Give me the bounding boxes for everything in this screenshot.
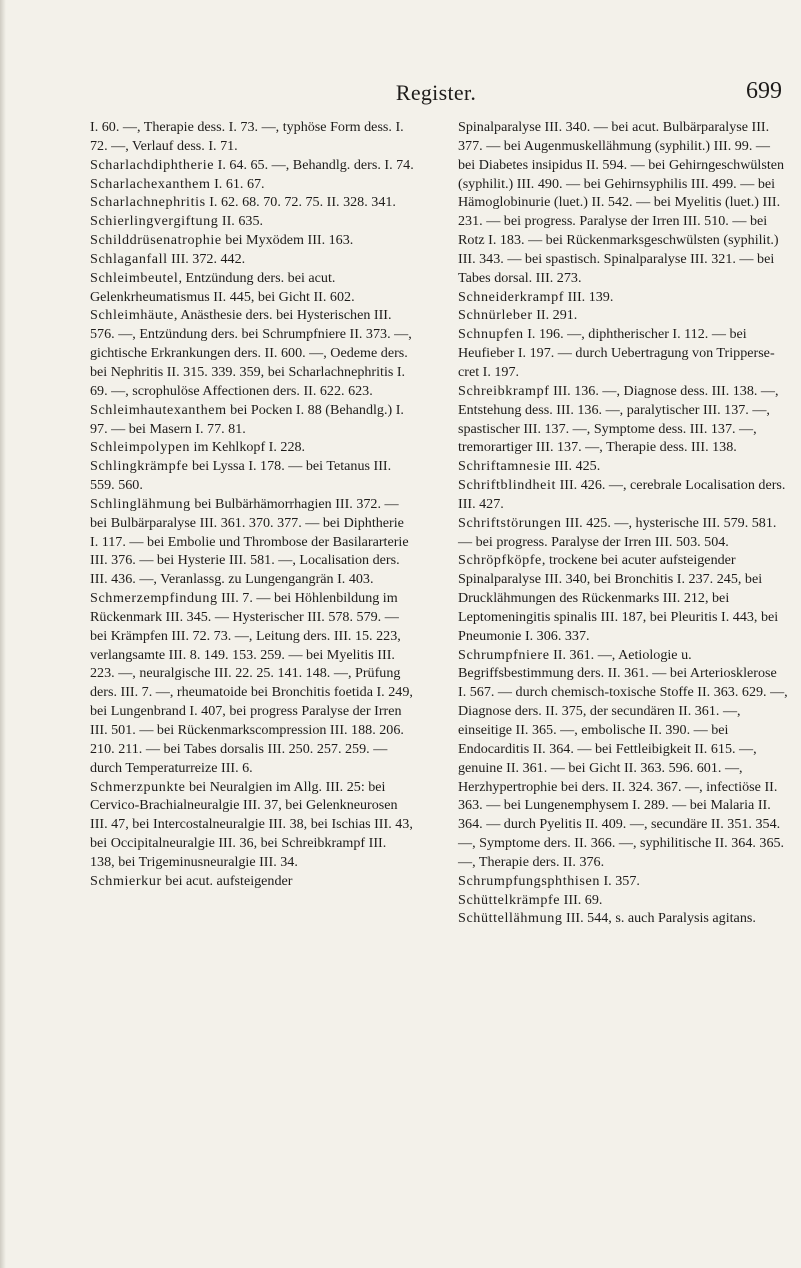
index-entry	[458, 306, 788, 325]
index-entry	[90, 193, 414, 212]
index-entry	[458, 382, 788, 457]
index-entry	[90, 306, 414, 400]
index-headword: Schrumpfungsphthisen	[458, 872, 600, 889]
index-entry	[90, 495, 414, 589]
index-references: III. 136. —, Diagnose dess. III. 138. —, Entstehung dess. III. 136. —, paralytischer III. 137. —, spastischer III. 137. —, Symptome dess. III. 137. —, tremorartiger III. 137. —, Therapie dess. III. 138.	[458, 382, 779, 456]
index-headword: Schlinglähmung	[90, 495, 191, 512]
index-entry	[90, 212, 414, 231]
index-references: I. 64. 65. —, Behandlg. ders. I. 74.	[214, 156, 414, 173]
index-entry	[90, 438, 414, 457]
running-head: Register.	[395, 80, 477, 105]
index-references: , Anästhesie ders. bei Hysterischen III. 576. —, Entzündung ders. bei Schrumpfniere II. 373. —, gichtische Erkrankungen ders. II. 600. —, Oedeme ders. bei Nephritis II. 315. 339. 359, bei Scharlachnephritis I. 69. —, scrophulöse Affectionen ders. II. 622. 623.	[90, 307, 412, 399]
index-references: III. 7. — bei Höhlenbildung im Rückenmark III. 345. — Hysterischer III. 578. 579. — bei Krämpfen III. 72. 73. —, Leitung ders. III. 15. 223, verlangsamte III. 8. 149. 153. 259. — bei Myelitis III. 223. —, neuralgische III. 22. 25. 141. 148. —, Prüfung ders. III. 7. —, rheumatoide bei Bronchitis foetida I. 249, bei Lungenbrand I. 407, bei progress Paralyse der Irren III. 501. — bei Rückenmarkscompression III. 188. 206. 210. 211. — bei Tabes dorsalis III. 250. 257. 259. — durch Temperaturreize III. 6.	[90, 590, 413, 776]
index-entry	[90, 250, 414, 269]
index-headword: Schreibkrampf	[458, 382, 550, 399]
index-references: II. 291.	[532, 307, 578, 324]
index-headword: Schnupfen	[458, 326, 524, 343]
index-headword: Schmerzpunkte	[90, 778, 186, 795]
index-headword: Schneiderkrampf	[458, 288, 565, 305]
index-entry	[458, 646, 788, 872]
index-headword: Schmierkur	[90, 872, 162, 889]
index-entry	[458, 288, 788, 307]
index-headword: Schleimhäute	[90, 307, 174, 324]
index-headword: Schleimpolypen	[90, 439, 190, 456]
index-headword: Schmerzempfindung	[90, 590, 218, 607]
index-references: I. 61. 67.	[210, 175, 265, 192]
index-headword: Schriftstörungen	[458, 514, 562, 531]
index-headword: Schleimhautexanthem	[90, 401, 227, 418]
index-headword: Scharlachdiphtherie	[90, 156, 215, 173]
index-references: , Entzündung ders. bei acut. Gelenkrheumatismus II. 445, bei Gicht II. 602.	[90, 269, 355, 305]
index-entry	[458, 325, 788, 382]
index-headword: Schleimbeutel	[90, 269, 179, 286]
left-column	[90, 118, 414, 891]
index-references: bei Lyssa I. 178. — bei Tetanus III. 559. 560.	[90, 458, 392, 494]
index-entry	[90, 231, 414, 250]
index-entry	[90, 778, 414, 872]
index-headword: Schüttelkrämpfe	[458, 891, 561, 908]
right-column	[458, 118, 788, 928]
index-entry	[90, 269, 414, 307]
index-headword: Schrumpfniere	[458, 646, 550, 663]
index-entry	[90, 118, 414, 156]
index-entry	[458, 909, 788, 928]
index-references: bei Bulbärhämorrhagien III. 372. — bei Bulbärparalyse III. 361. 370. 377. — bei Diphtherie I. 117. — bei Embolie und Thrombose der Basilararterie III. 376. — bei Hysterie III. 581. —, Localisation ders. III. 436. —, Veranlassg. zu Lungengangrän I. 403.	[90, 495, 409, 588]
index-references: I. 196. —, diphtherischer I. 112. — bei Heufieber I. 197. — durch Uebertragung von Tripperse-cret I. 197.	[458, 326, 775, 380]
index-references: Spinalparalyse III. 340. — bei acut. Bulbärparalyse III. 377. — bei Augenmuskellähmung (syphilit.) III. 99. — bei Diabetes insipidus II. 594. — bei Gehirngeschwülsten (syphilit.) III. 490. — bei Gehirnsyphilis III. 499. — bei Hämoglobinurie (luet.) II. 542. — bei Myelitis (luet.) III. 231. — bei progress. Paralyse der Irren III. 510. — bei Rotz I. 183. — bei Rückenmarksgeschwülsten (syphilit.) III. 343. — bei spastisch. Spinalparalyse III. 321. — bei Tabes dorsal. III. 273.	[458, 119, 785, 286]
index-references: im Kehlkopf I. 228.	[190, 439, 306, 456]
index-headword: Scharlachnephritis	[90, 194, 206, 211]
index-references: III. 544, s. auch Paralysis agitans.	[562, 910, 756, 927]
index-references: bei Neuralgien im Allg. III. 25: bei Cervico-Brachialneuralgie III. 37, bei Gelenkneurosen III. 47, bei Intercostalneuralgie III. 38, bei Ischias III. 43, bei Occipitalneuralgie III. 36, bei Schreibkrampf III. 138, bei Trigeminusneuralgie III. 34.	[90, 778, 413, 870]
index-references: bei Pocken I. 88 (Behandlg.) I. 97. — bei Masern I. 77. 81.	[90, 401, 404, 437]
index-references: III. 69.	[560, 891, 603, 908]
page-number: 699	[746, 78, 782, 104]
index-references: bei acut. aufsteigender	[161, 872, 293, 889]
index-entry	[90, 457, 414, 495]
index-references: III. 372. 442.	[167, 250, 246, 267]
index-references: bei Myxödem III. 163.	[221, 232, 354, 249]
page-edge-shadow	[0, 0, 6, 1268]
index-entry	[458, 514, 788, 552]
index-entry	[90, 401, 414, 439]
index-references: III. 425. —, hysterische III. 579. 581. — bei progress. Paralyse der Irren III. 503. 504.	[458, 514, 777, 550]
index-entry	[90, 872, 414, 891]
index-headword: Scharlachexanthem	[90, 175, 211, 192]
index-references: , trockene bei acuter aufsteigender Spinalparalyse III. 340, bei Bronchitis I. 237. 245, bei Drucklähmungen des Rückenmarks III. 212, bei Leptomeningitis spinalis III. 187, bei Pleuritis I. 443, bei Pneumonie I. 306. 337.	[458, 552, 779, 644]
index-entry	[458, 891, 788, 910]
index-entry	[458, 872, 788, 891]
index-headword: Schriftblindheit	[458, 477, 557, 494]
index-headword: Schnürleber	[458, 307, 533, 324]
index-references: II. 635.	[218, 213, 264, 230]
index-references: III. 426. —, cerebrale Localisation ders. III. 427.	[458, 477, 786, 512]
index-headword: Schierlingvergiftung	[90, 213, 219, 230]
index-references: III. 425.	[550, 458, 601, 475]
index-entry	[90, 156, 414, 175]
index-references: I. 357.	[599, 872, 640, 889]
index-headword: Schriftamnesie	[458, 458, 551, 475]
index-references: III. 139.	[564, 288, 614, 305]
index-references: I. 62. 68. 70. 72. 75. II. 328. 341.	[205, 194, 396, 211]
index-references: I. 60. —, Therapie dess. I. 73. —, typhöse Form dess. I. 72. —, Verlauf dess. I. 71.	[90, 119, 404, 154]
index-entry	[458, 457, 788, 476]
index-references: II. 361. —, Aetiologie u. Begriffsbestimmung ders. II. 361. — bei Arteriosklerose I. 567. — durch chemisch-toxische Stoffe II. 363. 629. —, Diagnose ders. II. 375, der secundären II. 361. —, einseitige II. 365. —, embolische II. 390. — bei Endocarditis II. 364. — bei Fettleibigkeit II. 615. —, genuine II. 361. — bei Gicht II. 363. 596. 601. —, Herzhypertrophie bei ders. II. 324. 367. —, infectiöse II. 363. — bei Lungenemphysem I. 289. — bei Malaria II. 364. — durch Pyelitis II. 409. —, secundäre II. 351. 354. —, Symptome ders. II. 366. —, syphilitische II. 364. 365. —, Therapie ders. II. 376.	[458, 646, 788, 870]
index-headword: Schlingkrämpfe	[90, 458, 189, 475]
index-headword: Schilddrüsenatrophie	[90, 232, 222, 249]
index-entry	[458, 118, 788, 288]
page-header	[90, 80, 782, 110]
index-entry	[458, 551, 788, 645]
index-entry	[458, 476, 788, 514]
index-headword: Schüttellähmung	[458, 910, 563, 927]
index-entry	[90, 175, 414, 194]
index-headword: Schlaganfall	[90, 250, 168, 267]
index-entry	[90, 589, 414, 777]
index-headword: Schröpfköpfe	[458, 552, 542, 569]
